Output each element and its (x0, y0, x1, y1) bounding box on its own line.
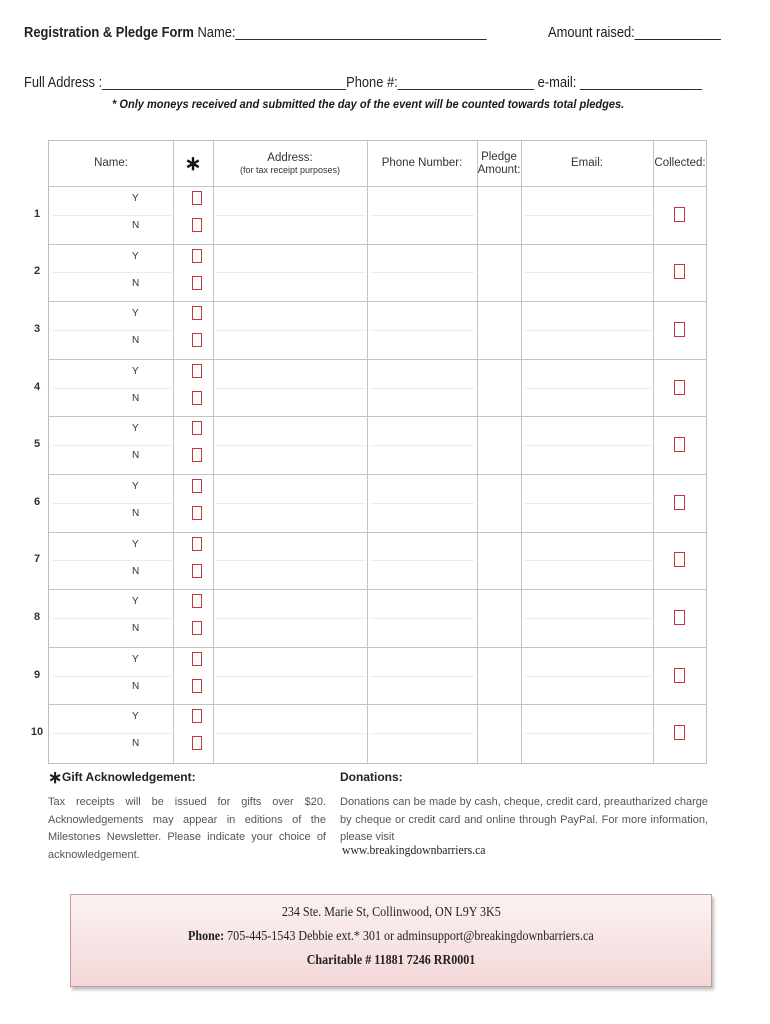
footer-charitable: Charitable # 11881 7246 RR0001 (306, 953, 476, 968)
yes-label: Y (132, 653, 139, 665)
yes-checkbox[interactable] (192, 306, 202, 320)
amount-blank[interactable]: ____________ (634, 24, 721, 41)
cell-writing-line[interactable] (52, 503, 172, 504)
row-divider (48, 301, 707, 302)
cell-writing-line[interactable] (370, 503, 474, 504)
cell-writing-line[interactable] (52, 388, 172, 389)
row-number: 5 (33, 438, 41, 451)
cell-writing-line[interactable] (52, 330, 172, 331)
cell-writing-line[interactable] (216, 503, 366, 504)
website-link[interactable]: www.breakingdownbarriers.ca (342, 842, 486, 857)
yes-checkbox[interactable] (192, 479, 202, 493)
col-header-phone: Phone Number: (381, 157, 463, 170)
cell-writing-line[interactable] (216, 330, 366, 331)
collected-checkbox[interactable] (674, 495, 685, 510)
address-label: Full Address (24, 74, 95, 91)
yes-label: Y (132, 365, 139, 377)
cell-writing-line[interactable] (370, 215, 474, 216)
amount-line (548, 24, 721, 41)
cell-writing-line[interactable] (52, 560, 172, 561)
row-number: 8 (33, 611, 41, 623)
no-checkbox[interactable] (192, 621, 202, 635)
collected-checkbox[interactable] (674, 322, 685, 337)
email-blank[interactable]: _________________ (579, 74, 702, 91)
cell-writing-line[interactable] (524, 676, 652, 677)
cell-writing-line[interactable] (52, 676, 172, 677)
cell-writing-line[interactable] (524, 503, 652, 504)
yes-label: Y (132, 308, 139, 320)
star-icon: ∗ (48, 768, 63, 787)
row-divider (48, 474, 707, 475)
cell-writing-line[interactable] (524, 733, 652, 734)
no-checkbox[interactable] (192, 333, 202, 347)
star-icon: ∗ (184, 152, 202, 175)
no-label: N (132, 220, 140, 231)
donations-text: Donations can be made by cash, cheque, credit card, preautharized charge by cheque or credit card and online through PayPal. For more information, please visit (340, 796, 708, 844)
row-divider (48, 704, 707, 705)
yes-label: Y (132, 423, 139, 435)
collected-checkbox[interactable] (674, 437, 685, 452)
row-divider (48, 589, 707, 590)
cell-writing-line[interactable] (524, 388, 652, 389)
collected-checkbox[interactable] (674, 380, 685, 395)
cell-writing-line[interactable] (524, 445, 652, 446)
row-divider (48, 647, 707, 648)
form-title: Registration & Pledge Form (24, 24, 194, 41)
yes-label: Y (132, 193, 139, 204)
row-number: 1 (33, 207, 41, 220)
footer-address: 234 Ste. Marie St, Collinwood, ON L9Y 3K5 (281, 905, 501, 920)
row-number: 6 (33, 495, 41, 508)
collected-checkbox[interactable] (674, 610, 685, 625)
collected-checkbox[interactable] (674, 552, 685, 567)
col-header-name: Name: (94, 157, 128, 170)
no-label: N (132, 508, 140, 519)
collected-checkbox[interactable] (674, 725, 685, 740)
cell-writing-line[interactable] (370, 560, 474, 561)
row-number: 3 (33, 323, 41, 335)
row-divider (48, 244, 707, 245)
name-blank[interactable]: ___________________________________ (235, 24, 487, 41)
no-checkbox[interactable] (192, 736, 202, 750)
cell-writing-line[interactable] (524, 215, 652, 216)
address-blank[interactable]: :__________________________________ (98, 74, 347, 91)
collected-checkbox[interactable] (674, 668, 685, 683)
cell-writing-line[interactable] (370, 445, 474, 446)
no-label: N (132, 277, 140, 289)
cell-writing-line[interactable] (524, 272, 652, 273)
row-number: 4 (33, 380, 41, 393)
no-label: N (132, 680, 140, 692)
no-checkbox[interactable] (192, 564, 202, 578)
phone-blank[interactable]: ___________________ (397, 74, 535, 91)
col-header-email: Email: (571, 157, 603, 170)
cell-writing-line[interactable] (216, 676, 366, 677)
yes-checkbox[interactable] (192, 709, 202, 723)
pledge-header-line1: Pledge (481, 150, 517, 163)
no-checkbox[interactable] (192, 391, 202, 405)
cell-writing-line[interactable] (52, 733, 172, 734)
no-label: N (132, 738, 140, 750)
cell-writing-line[interactable] (524, 330, 652, 331)
row-divider (48, 359, 707, 360)
yes-label: Y (132, 250, 139, 262)
cell-writing-line[interactable] (216, 560, 366, 561)
cell-writing-line[interactable] (370, 733, 474, 734)
collected-checkbox[interactable] (674, 207, 685, 222)
yes-checkbox[interactable] (192, 191, 202, 205)
phone-label: Phone #: (346, 74, 398, 91)
contact-footer (70, 894, 712, 987)
cell-writing-line[interactable] (370, 272, 474, 273)
col-header-address (213, 141, 367, 187)
cell-writing-line[interactable] (52, 215, 172, 216)
cell-writing-line[interactable] (524, 618, 652, 619)
row-number: 2 (33, 265, 41, 278)
col-header-pledge (477, 141, 521, 187)
yes-label: Y (132, 481, 139, 492)
pledge-header-line2: Amount: (477, 164, 521, 176)
name-line (24, 24, 487, 41)
collected-checkbox[interactable] (674, 264, 685, 279)
no-checkbox[interactable] (192, 448, 202, 462)
cell-writing-line[interactable] (524, 560, 652, 561)
cell-writing-line[interactable] (216, 733, 366, 734)
yes-label: Y (132, 711, 139, 723)
cell-writing-line[interactable] (52, 445, 172, 446)
footer-phone-text: 705-445-1543 Debbie ext.* 301 or adminsupport@breakingdownbarriers.ca (227, 929, 594, 944)
row-number: 9 (33, 668, 41, 681)
cell-writing-line[interactable] (52, 272, 172, 273)
yes-checkbox[interactable] (192, 421, 202, 435)
gift-title: Gift Acknowledgement: (62, 770, 196, 784)
cell-writing-line[interactable] (216, 215, 366, 216)
yes-label: Y (132, 596, 139, 608)
amount-label: Amount raised: (548, 24, 635, 41)
no-label: N (132, 392, 140, 404)
pledge-table (48, 140, 707, 764)
pledge-note: * Only moneys received and submitted the day of the event will be counted towards total pledges. (112, 97, 625, 111)
no-label: N (132, 335, 140, 347)
address-header-label: Address: (267, 152, 313, 165)
cell-writing-line[interactable] (216, 272, 366, 273)
cell-writing-line[interactable] (370, 676, 474, 677)
yes-checkbox[interactable] (192, 537, 202, 551)
footer-phone-label: Phone: (188, 929, 225, 944)
email-label: e-mail: (537, 74, 577, 91)
no-label: N (132, 450, 140, 462)
cell-writing-line[interactable] (216, 618, 366, 619)
row-number: 7 (33, 553, 41, 566)
cell-writing-line[interactable] (216, 445, 366, 446)
name-label: Name: (197, 24, 236, 41)
row-divider (48, 532, 707, 533)
yes-checkbox[interactable] (192, 364, 202, 378)
address-line (24, 74, 702, 91)
cell-writing-line[interactable] (370, 618, 474, 619)
row-divider (48, 416, 707, 417)
yes-checkbox[interactable] (192, 594, 202, 608)
yes-checkbox[interactable] (192, 249, 202, 263)
col-header-collected: Collected: (654, 157, 706, 170)
gift-text: Tax receipts will be issued for gifts over $20. Acknowledgements may appear in editions of the Milestones Newsletter. Please indicate your choice of acknowledgement. (48, 796, 326, 861)
no-checkbox[interactable] (192, 276, 202, 290)
no-label: N (132, 623, 140, 635)
cell-writing-line[interactable] (52, 618, 172, 619)
cell-writing-line[interactable] (370, 388, 474, 389)
no-checkbox[interactable] (192, 218, 202, 232)
yes-checkbox[interactable] (192, 652, 202, 666)
row-number: 10 (30, 726, 44, 739)
cell-writing-line[interactable] (216, 388, 366, 389)
address-header-sub: (for tax receipt purposes) (239, 165, 341, 176)
yes-label: Y (132, 538, 139, 550)
donations-title: Donations: (340, 770, 403, 784)
no-checkbox[interactable] (192, 506, 202, 520)
no-checkbox[interactable] (192, 679, 202, 693)
cell-writing-line[interactable] (370, 330, 474, 331)
row-divider (48, 186, 707, 187)
no-label: N (132, 565, 140, 577)
